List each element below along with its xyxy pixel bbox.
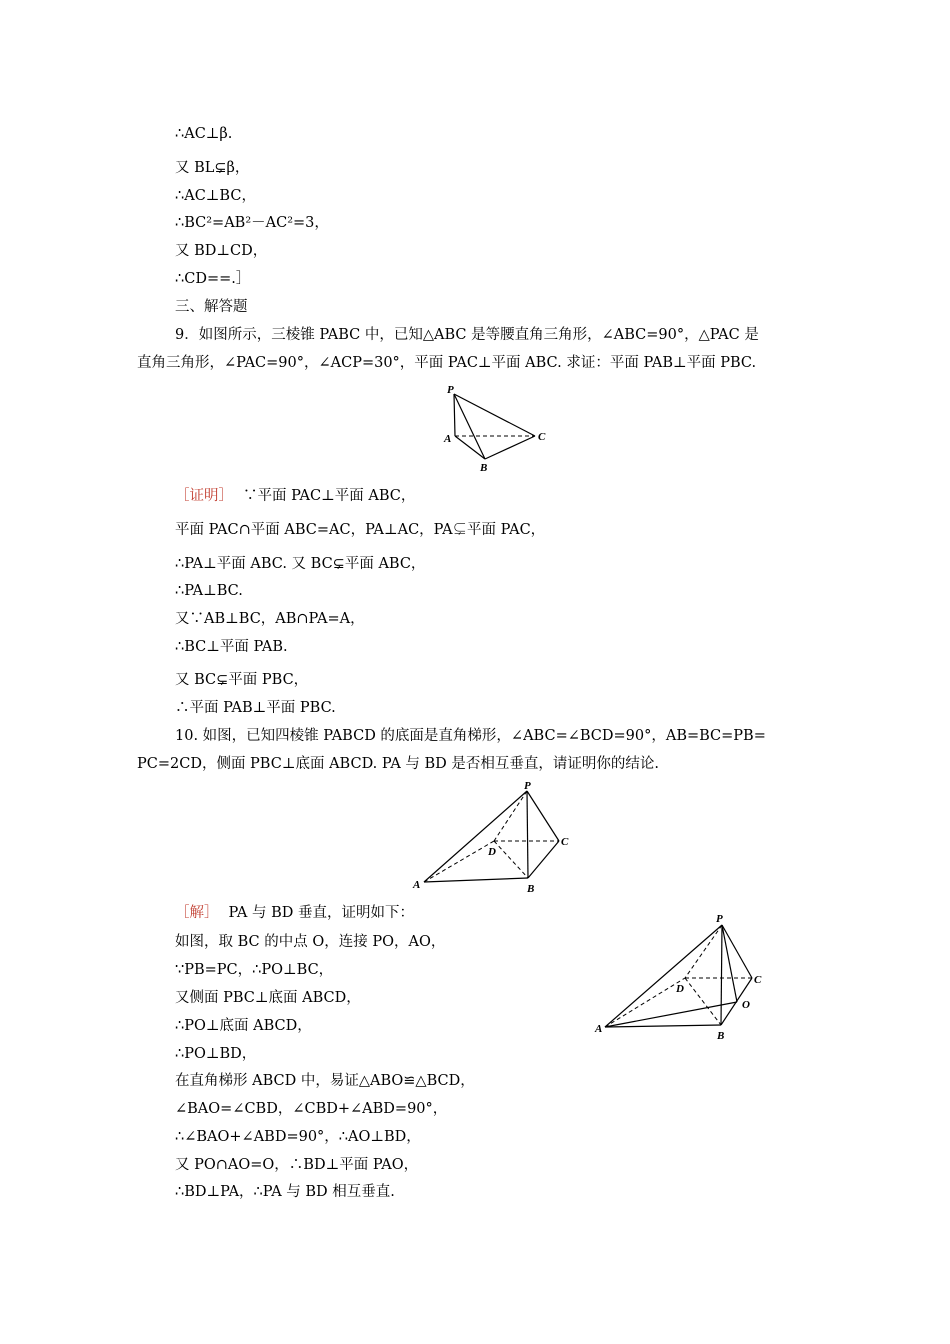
label-d: D [488,846,496,858]
text-line: 又 PO∩AO=O，∴BD⊥平面 PAO， [175,1157,419,1173]
label-b: B [480,462,488,474]
text-line: 平面 PAC∩平面 ABC=AC，PA⊥AC，PA⊊平面 PAC， [175,522,546,538]
question-10-line-1: 10. 如图，已知四棱锥 PABCD 的底面是直角梯形，∠ABC=∠BCD=90°，AB=BC=PB= [175,728,766,744]
text-line: ∵PB=PC，∴PO⊥BC， [175,962,334,978]
solution-text: PA 与 BD 垂直，证明如下： [228,905,415,921]
text-line: 如图，取 BC 的中点 O，连接 PO，AO， [175,934,446,950]
text-line: 又侧面 PBC⊥底面 ABCD， [175,990,361,1006]
label-b: B [527,883,535,895]
text-line: 又 BC⊊平面 PBC， [175,672,309,688]
text-line: 又 BD⊥CD， [175,243,268,259]
question-9-line-1: 9．如图所示，三棱锥 PABC 中，已知△ABC 是等腰直角三角形，∠ABC=90°，△PAC 是 [175,327,759,343]
label-p: P [716,913,723,925]
proof-tag: ［证明］ [175,488,233,504]
text-line: ∴AC⊥β. [175,126,233,142]
label-p: P [524,780,531,792]
text-line: ∴AC⊥BC， [175,188,256,204]
label-a: A [444,433,452,445]
label-c: C [561,836,569,848]
label-b: B [717,1030,725,1042]
text-line: ∠BAO=∠CBD，∠CBD+∠ABD=90°， [175,1101,448,1117]
question-9-line-2: 直角三角形，∠PAC=90°，∠ACP=30°，平面 PAC⊥平面 ABC. 求证：平面 PAB⊥平面 PBC. [137,355,757,371]
text-line: ∴PA⊥BC. [175,583,243,599]
figure-q9-pyramid [438,380,558,479]
text-line: 又∵AB⊥BC，AB∩PA=A， [175,611,365,627]
text-line: ∴BC⊥平面 PAB. [175,639,288,655]
text-line: ∴BC²=AB²－AC²=3， [175,215,329,231]
question-10-line-2: PC=2CD，侧面 PBC⊥底面 ABCD. PA 与 BD 是否相互垂直，请证明你的结论. [137,756,660,772]
text-line: ∴平面 PAB⊥平面 PBC. [175,700,336,716]
proof-text: ∵平面 PAC⊥平面 ABC， [243,488,416,504]
solution-tag: ［解］ [175,905,219,921]
label-a: A [595,1023,603,1035]
text-line: ∴PO⊥BD， [175,1046,257,1062]
text-line: ∴BD⊥PA，∴PA 与 BD 相互垂直. [175,1184,395,1200]
label-d: D [676,983,684,995]
text-line: ∴∠BAO+∠ABD=90°，∴AO⊥BD， [175,1129,421,1145]
text-line: ∴PA⊥平面 ABC. 又 BC⊊平面 ABC， [175,556,426,572]
section-heading: 三、解答题 [175,299,248,315]
figure-q10-solution-pyramid [592,908,772,1047]
label-c: C [754,974,762,986]
solution-10-first-line [175,903,414,923]
label-o: O [742,999,750,1011]
label-p: P [447,384,454,396]
text-line: 在直角梯形 ABCD 中，易证△ABO≌△BCD， [175,1073,475,1089]
figure-q10-pyramid [410,776,580,900]
label-a: A [413,879,421,891]
text-line: 又 BL⊊β， [175,160,250,176]
proof-9-first-line [175,486,415,506]
text-line: ∴PO⊥底面 ABCD， [175,1018,312,1034]
text-line: ∴CD==.］ [175,271,251,287]
label-c: C [538,431,546,443]
